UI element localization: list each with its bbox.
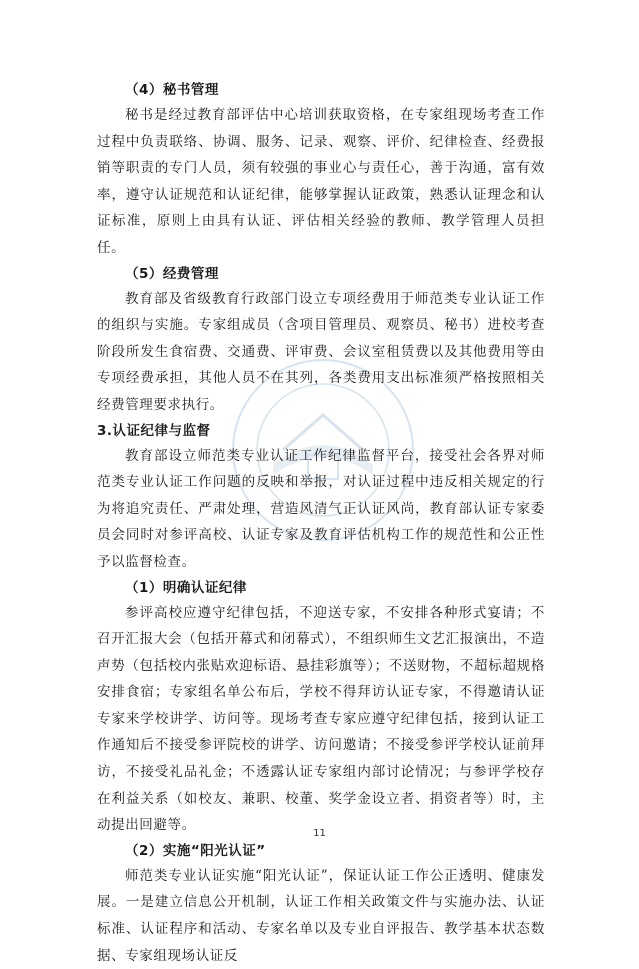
paragraph-sunshine: 师范类专业认证实施“阳光认证”，保证认证工作公正透明、健康发展。一是建立信息公开机制，认证工作相关政策文件与实施办法、认证标准、认证程序和活动、专家名单以及专业自评报告、教学基本状态数据、专家组现场认证反: [97, 867, 545, 964]
section-heading-clarify-discipline: （1）明确认证纪律: [125, 579, 247, 596]
section-heading-funding: （5）经费管理: [125, 265, 219, 282]
page-number: 11: [313, 828, 326, 839]
section-heading-secretary: （4）秘书管理: [125, 82, 219, 98]
paragraph-funding: 教育部及省级教育行政部门设立专项经费用于师范类专业认证工作的组织与实施。专家组成员（含项目管理员、观察员、秘书）进校考查阶段所发生食宿费、交通费、评审费、会议室租赁费以及其他费用等由专项经费承担，其他人员不在其列，各类费用支出标准须严格按照相关经费管理要求执行。: [97, 290, 545, 413]
paragraph-secretary: 秘书是经过教育部评估中心培训获取资格，在专家组现场考查工作过程中负责联络、协调、服务、记录、观察、评价、纪律检查、经费报销等职责的专门人员，须有较强的事业心与责任心，善于沟通，富有效率，遵守认证规范和认证纪律，能够掌握认证政策，熟悉认证理念和认证标准，原则上由具有认证、评估相关经验的教师、教学管理人员担任。: [97, 107, 545, 256]
section-heading-sunshine: （2）实施“阳光认证”: [125, 842, 266, 859]
paragraph-discipline: 教育部设立师范类专业认证工作纪律监督平台，接受社会各界对师范类专业认证工作问题的反映和举报，对认证过程中违反相关规定的行为将追究责任、严肃处理，营造风清气正认证风尚，教育部认证专家委员会同时对参评高校、认证专家及教育评估机构工作的规范性和公正性予以监督检查。: [97, 447, 545, 570]
paragraph-clarify-discipline: 参评高校应遵守纪律包括，不迎送专家，不安排各种形式宴请；不召开汇报大会（包括开幕式和闭幕式），不组织师生文艺汇报演出，不造声势（包括校内张贴欢迎标语、悬挂彩旗等）；不送财物，不超标超规格安排食宿；专家组名单公布后，学校不得拜访认证专家，不得邀请认证专家来学校讲学、访问等。现场考查专家应遵守纪律包括，接到认证工作通知后不接受参评院校的讲学、访问邀请；不接受参评学校认证前拜访，不接受礼品礼金；不透露认证专家组内部讨论情况；与参评学校存在利益关系（如校友、兼职、校董、奖学金设立者、捐资者等）时，主动提出回避等。: [97, 604, 545, 834]
section-heading-discipline: 3.认证纪律与监督: [97, 422, 211, 439]
